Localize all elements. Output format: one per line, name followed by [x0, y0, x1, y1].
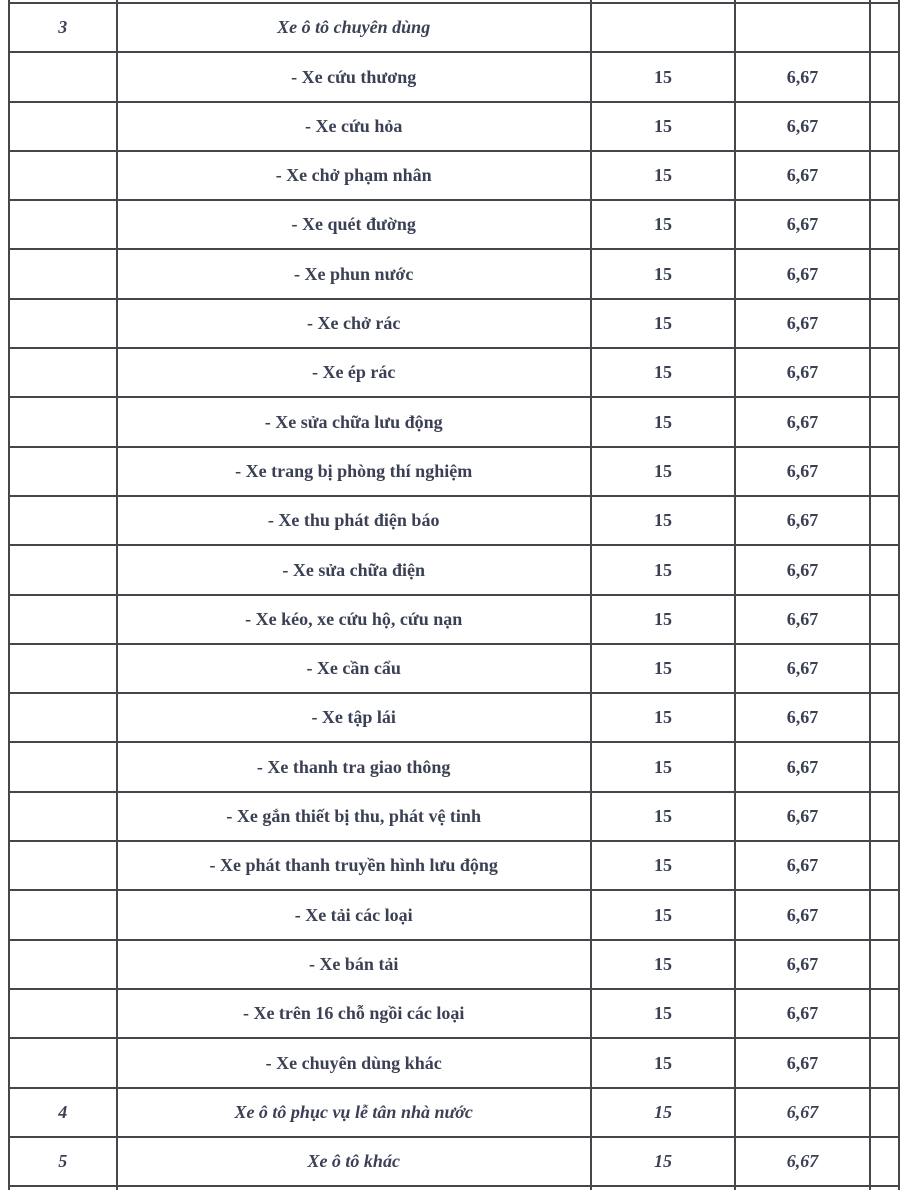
- cell-years: 15: [591, 644, 736, 693]
- cell-vehicle-name: - Xe sửa chữa lưu động: [117, 397, 591, 446]
- table-row: [9, 102, 899, 151]
- cell-sliver: [870, 742, 899, 791]
- cell-years: 15: [591, 397, 736, 446]
- cell-sliver: [870, 595, 899, 644]
- cell-index: [9, 447, 117, 496]
- cell-index: [9, 249, 117, 298]
- cell-rate: 6,67: [735, 249, 869, 298]
- cell-sliver: [870, 644, 899, 693]
- cell-years: 15: [591, 940, 736, 989]
- cell-years: 15: [591, 989, 736, 1038]
- cell-index: [9, 545, 117, 594]
- table-row: [9, 200, 899, 249]
- cell-sliver: [870, 989, 899, 1038]
- cell-years: 15: [591, 1137, 736, 1186]
- cell-rate: 6,67: [735, 102, 869, 151]
- cell-vehicle-name: Xe ô tô chuyên dùng: [117, 3, 591, 52]
- cell-sliver: [870, 348, 899, 397]
- table-row: [9, 496, 899, 545]
- cell-index: [9, 200, 117, 249]
- cell-sliver: [870, 102, 899, 151]
- cell-years: 15: [591, 1038, 736, 1087]
- cell-sliver: [870, 397, 899, 446]
- cell-rate: 6,67: [735, 890, 869, 939]
- cell-vehicle-name: - Xe chuyên dùng khác: [117, 1038, 591, 1087]
- cell-sliver: [870, 545, 899, 594]
- cell-empty: [117, 1186, 591, 1190]
- table-row: [9, 1137, 899, 1186]
- cell-sliver: [870, 792, 899, 841]
- cell-empty: [735, 1186, 869, 1190]
- cell-rate: 6,67: [735, 397, 869, 446]
- cell-index: [9, 940, 117, 989]
- table-row: [9, 989, 899, 1038]
- cell-rate: 6,67: [735, 693, 869, 742]
- cell-rate: 6,67: [735, 644, 869, 693]
- cell-rate: 6,67: [735, 496, 869, 545]
- table-row: [9, 3, 899, 52]
- depreciation-table: [8, 0, 900, 1190]
- cell-empty: [9, 1186, 117, 1190]
- cell-rate: 6,67: [735, 545, 869, 594]
- cell-index: 3: [9, 3, 117, 52]
- cell-vehicle-name: - Xe trang bị phòng thí nghiệm: [117, 447, 591, 496]
- cell-empty: [870, 1186, 899, 1190]
- cell-rate: 6,67: [735, 595, 869, 644]
- table-row: [9, 940, 899, 989]
- cell-index: [9, 397, 117, 446]
- table-row: [9, 299, 899, 348]
- cell-sliver: [870, 52, 899, 101]
- cell-vehicle-name: - Xe tập lái: [117, 693, 591, 742]
- cell-years: 15: [591, 151, 736, 200]
- cell-empty: [591, 1186, 736, 1190]
- table-row: [9, 249, 899, 298]
- cell-index: [9, 496, 117, 545]
- table-row: [9, 890, 899, 939]
- cell-years: 15: [591, 52, 736, 101]
- cell-years: 15: [591, 890, 736, 939]
- cell-index: [9, 989, 117, 1038]
- cell-rate: 6,67: [735, 52, 869, 101]
- cell-sliver: [870, 496, 899, 545]
- cell-sliver: [870, 693, 899, 742]
- cell-vehicle-name: - Xe trên 16 chỗ ngồi các loại: [117, 989, 591, 1038]
- cell-rate: 6,67: [735, 841, 869, 890]
- cell-index: [9, 792, 117, 841]
- cell-vehicle-name: - Xe quét đường: [117, 200, 591, 249]
- cell-vehicle-name: - Xe thu phát điện báo: [117, 496, 591, 545]
- cell-years: 15: [591, 545, 736, 594]
- table-row: [9, 693, 899, 742]
- cell-sliver: [870, 200, 899, 249]
- cell-index: 5: [9, 1137, 117, 1186]
- cell-index: [9, 644, 117, 693]
- cell-vehicle-name: Xe ô tô phục vụ lễ tân nhà nước: [117, 1088, 591, 1137]
- cell-index: [9, 841, 117, 890]
- cell-vehicle-name: - Xe phun nước: [117, 249, 591, 298]
- cell-vehicle-name: - Xe phát thanh truyền hình lưu động: [117, 841, 591, 890]
- cell-years: 15: [591, 447, 736, 496]
- table-row: [9, 595, 899, 644]
- cell-vehicle-name: - Xe cứu hỏa: [117, 102, 591, 151]
- cell-rate: 6,67: [735, 1038, 869, 1087]
- cell-index: [9, 52, 117, 101]
- cell-years: 15: [591, 200, 736, 249]
- cell-rate: 6,67: [735, 348, 869, 397]
- cell-years: 15: [591, 299, 736, 348]
- table-row: [9, 792, 899, 841]
- cell-years: 15: [591, 1088, 736, 1137]
- cell-index: [9, 693, 117, 742]
- cell-vehicle-name: - Xe tải các loại: [117, 890, 591, 939]
- cell-years: 15: [591, 792, 736, 841]
- cell-sliver: [870, 151, 899, 200]
- cell-sliver: [870, 299, 899, 348]
- table-row: [9, 447, 899, 496]
- cell-years: 15: [591, 742, 736, 791]
- cell-vehicle-name: Xe ô tô khác: [117, 1137, 591, 1186]
- cell-vehicle-name: - Xe cứu thương: [117, 52, 591, 101]
- cell-vehicle-name: - Xe bán tải: [117, 940, 591, 989]
- cell-rate: 6,67: [735, 200, 869, 249]
- cell-sliver: [870, 1038, 899, 1087]
- cell-years: 15: [591, 595, 736, 644]
- table-row: [9, 397, 899, 446]
- cell-index: [9, 890, 117, 939]
- cell-sliver: [870, 1137, 899, 1186]
- cell-years: [591, 3, 736, 52]
- partial-row-bottom: [9, 1186, 899, 1190]
- cell-rate: 6,67: [735, 989, 869, 1038]
- cell-index: [9, 1038, 117, 1087]
- cell-rate: 6,67: [735, 447, 869, 496]
- cell-vehicle-name: - Xe gắn thiết bị thu, phát vệ tinh: [117, 792, 591, 841]
- cell-index: [9, 595, 117, 644]
- cell-years: 15: [591, 249, 736, 298]
- cell-vehicle-name: - Xe sửa chữa điện: [117, 545, 591, 594]
- cell-rate: 6,67: [735, 1137, 869, 1186]
- cell-rate: 6,67: [735, 299, 869, 348]
- cell-rate: 6,67: [735, 1088, 869, 1137]
- table-row: [9, 1088, 899, 1137]
- cell-sliver: [870, 3, 899, 52]
- cell-years: 15: [591, 693, 736, 742]
- table-row: [9, 348, 899, 397]
- cell-index: [9, 348, 117, 397]
- cell-vehicle-name: - Xe chở phạm nhân: [117, 151, 591, 200]
- table-row: [9, 841, 899, 890]
- cell-sliver: [870, 841, 899, 890]
- cell-index: [9, 102, 117, 151]
- cell-vehicle-name: - Xe cần cẩu: [117, 644, 591, 693]
- table-row: [9, 742, 899, 791]
- cell-rate: 6,67: [735, 792, 869, 841]
- table-row: [9, 151, 899, 200]
- table-row: [9, 52, 899, 101]
- cell-sliver: [870, 890, 899, 939]
- cell-rate: 6,67: [735, 151, 869, 200]
- cell-rate: [735, 3, 869, 52]
- cell-sliver: [870, 1088, 899, 1137]
- cell-vehicle-name: - Xe thanh tra giao thông: [117, 742, 591, 791]
- cell-index: [9, 742, 117, 791]
- cell-rate: 6,67: [735, 940, 869, 989]
- cell-sliver: [870, 940, 899, 989]
- cell-rate: 6,67: [735, 742, 869, 791]
- cell-index: [9, 299, 117, 348]
- cell-vehicle-name: - Xe kéo, xe cứu hộ, cứu nạn: [117, 595, 591, 644]
- cell-years: 15: [591, 102, 736, 151]
- cell-years: 15: [591, 841, 736, 890]
- cell-vehicle-name: - Xe ép rác: [117, 348, 591, 397]
- table-row: [9, 644, 899, 693]
- cell-vehicle-name: - Xe chở rác: [117, 299, 591, 348]
- cell-sliver: [870, 249, 899, 298]
- table-row: [9, 545, 899, 594]
- table-row: [9, 1038, 899, 1087]
- cell-years: 15: [591, 496, 736, 545]
- cell-sliver: [870, 447, 899, 496]
- cell-index: 4: [9, 1088, 117, 1137]
- cell-years: 15: [591, 348, 736, 397]
- cell-index: [9, 151, 117, 200]
